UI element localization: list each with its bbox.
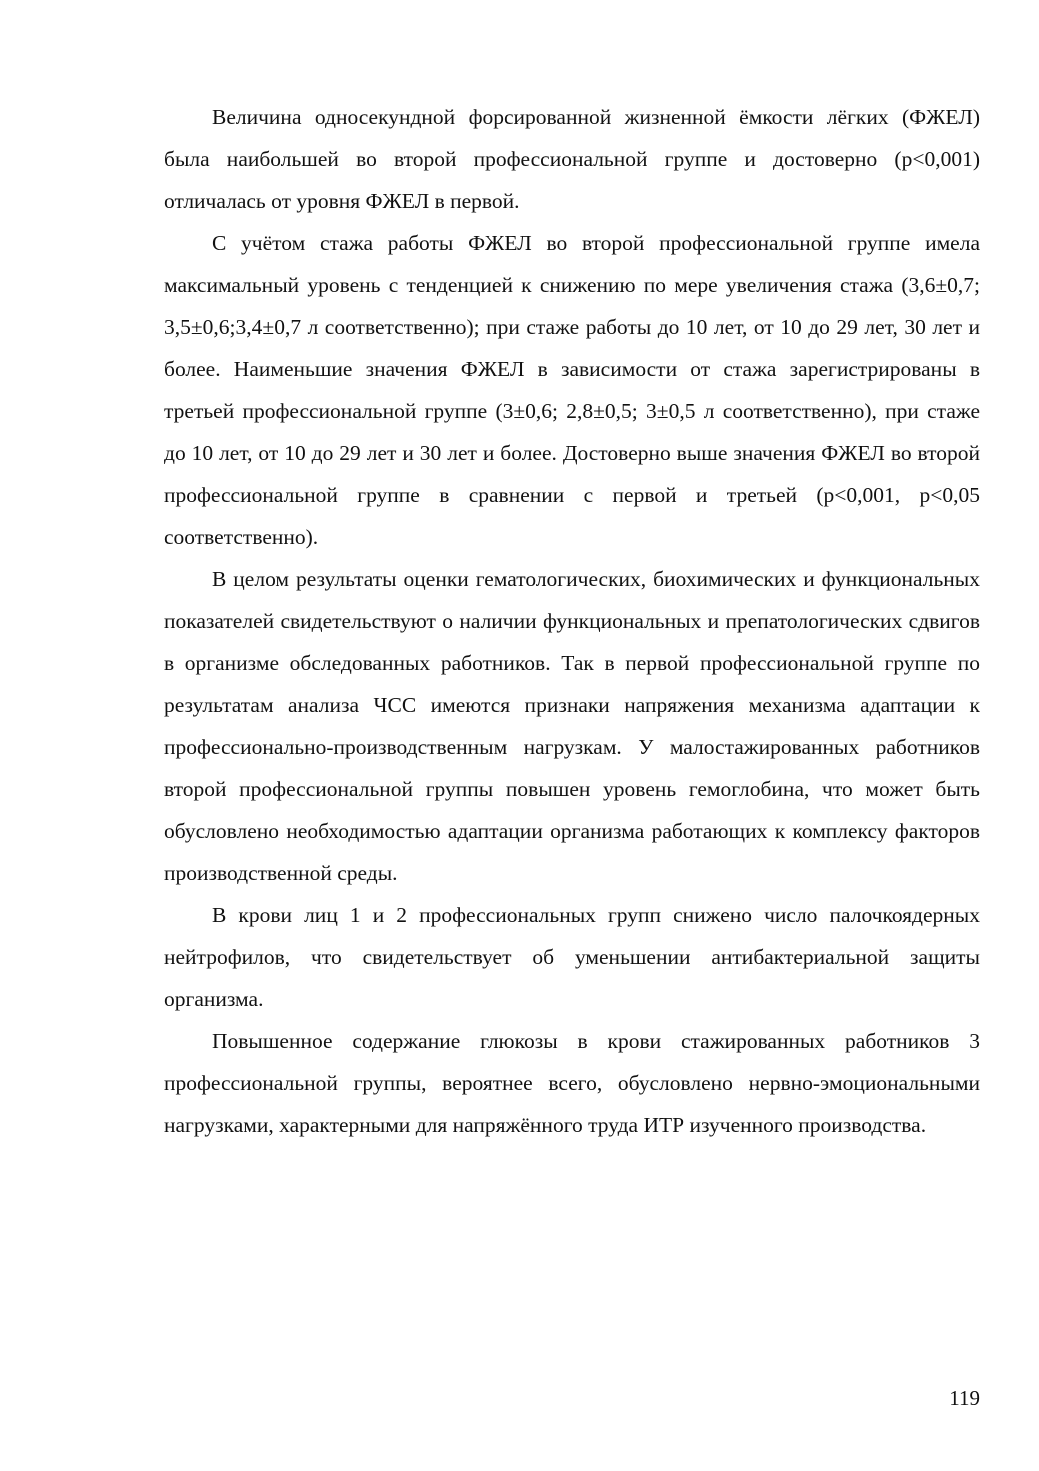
paragraph-glucose: Повышенное содержание глюкозы в крови стажированных работников 3 профессиональной группы, вероятнее всего, обусловлено нервно-эмоциональными нагрузками, характерными для напряжённого труда ИТР изученного производства.	[164, 1029, 980, 1137]
paragraph-fvc-by-experience: С учётом стажа работы ФЖЕЛ во второй профессиональной группе имела максимальный уровень с тенденцией к снижению по мере увеличения стажа (3,6±0,7; 3,5±0,6;3,4±0,7 л соответственно); при стаже работы до 10 лет, от 10 до 29 лет, 30 лет и более. Наименьшие значения ФЖЕЛ в зависимости от стажа зарегистрированы в третьей профессиональной группе (3±0,6; 2,8±0,5; 3±0,5 л соответственно), при стаже до 10 лет, от 10 до 29 лет и 30 лет и более. Достоверно выше значения ФЖЕЛ во второй профессиональной группе в сравнении с первой и третьей (р<0,001, р<0,05 соответственно).	[164, 231, 980, 549]
paragraph-fvc-overview: Величина односекундной форсированной жизненной ёмкости лёгких (ФЖЕЛ) была наибольшей во второй профессиональной группе и достоверно (р<0,001) отличалась от уровня ФЖЕЛ в первой.	[164, 105, 980, 213]
paragraph-neutrophils: В крови лиц 1 и 2 профессиональных групп снижено число палочкоядерных нейтрофилов, что свидетельствует об уменьшении антибактериальной защиты организма.	[164, 903, 980, 1011]
page-number: 119	[949, 1386, 980, 1410]
paragraph-overall-results: В целом результаты оценки гематологических, биохимических и функциональных показателей свидетельствуют о наличии функциональных и препатологических сдвигов в организме обследованных работников. Так в первой профессиональной группе по результатам анализа ЧСС имеются признаки напряжения механизма адаптации к профессионально-производственным нагрузкам. У малостажированных работников второй профессиональной группы повышен уровень гемоглобина, что может быть обусловлено необходимостью адаптации организма работающих к комплексу факторов производственной среды.	[164, 567, 980, 885]
body-text	[164, 96, 980, 1146]
